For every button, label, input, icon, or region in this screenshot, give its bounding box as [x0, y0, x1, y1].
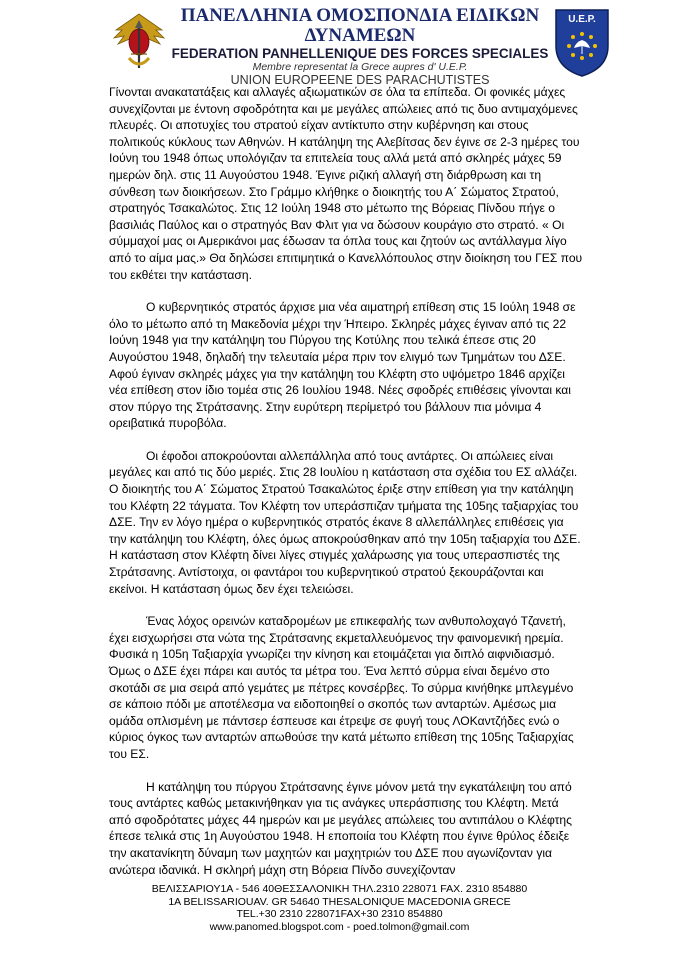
footer-phone-fax: TEL.+30 2310 228071FAX+30 2310 854880	[236, 908, 443, 920]
uep-shield-logo	[552, 6, 612, 78]
paragraph-2: Ο κυβερνητικός στρατός άρχισε μια νέα αιματηρή επίθεση στις 15 Ιούλη 1948 σε όλο το μέτωπο από τη Μακεδονία μέχρι την Ήπειρο. Σκληρές μάχες έγιναν από τις 22 Ιούνη 1948 για την κατάληψη του Πύργου της Κοτύλης που τελικά έπεσε στις 20 Αυγούστου 1948, δηλαδή την τελευταία μέρα πριν τον ελιγμό των Τμημάτων του ΔΣΕ. Αφού έγιναν σκληρές μάχες για την κατάληψη του Κλέφτη στο υψόμετρο 1846 αρχίζει νέα επίθεση στον ίδιο τομέα στις 26 Ιουλίου 1948. Νέες σφοδρές επιθέσεις γίνονται και στον πύργο της Στράτσανης. Στην ευρύτερη περίμετρό του βάλλουν πια μόνιμα 4 ορειβατικά πυροβόλα.	[109, 300, 576, 431]
organization-title-french: FEDERATION PANHELLENIQUE DES FORCES SPECIALES	[171, 46, 549, 61]
uep-logo-label: U.E.P.	[568, 14, 596, 25]
footer-address-greek: ΒΕΛΙΣΣΑΡΙΟΥ1Α - 546 40ΘΕΣΣΑΛΟΝΙΚΗ ΤΗΛ.2310 228071 FAX. 2310 854880	[151, 883, 528, 895]
letterhead-footer	[0, 883, 679, 933]
membership-line: Membre representat la Grece aupres d' U.E.P.	[252, 61, 468, 73]
paragraph-4: Ένας λόχος ορεινών καταδρομέων με επικεφαλής των ανθυπολοχαγό Τζανετή, έχει εισχωρήσει στα νώτα της Στράτσανης εκμεταλλευόμενος την φαινομενική ηρεμία. Φυσικά η 105η Ταξιαρχία γνωρίζει την κίνηση και ετοιμάζεται για διπλό αιφνιδιασμό. Όμως ο ΔΣΕ έχει πάρει και αυτός τα μέτρα του. Ένα λεπτό σύρμα είναι δεμένο στο σκοτάδι σε μια σειρά από γεμάτες με πέτρες κονσέρβες. Το σύρμα κινήθηκε μπλεγμένο σε κάποιο πόδι με αποτέλεσμα να ειδοποιηθεί ο σκοπός των ανταρτών. Αμέσως μια ομάδα οπλισμένη με πάντσερ έσπευσε και έτρεψε σε φυγή τους ΛΟΚαντζήδες ενώ ο κύριος όγκος των ανταρτών απωθούσε την κατά μέτωπο επίθεση της 105ης Ταξιαρχίας του ΕΣ.	[109, 614, 574, 761]
special-forces-emblem-icon	[112, 8, 166, 72]
letterhead	[0, 0, 679, 87]
footer-address-french: 1Α BELISSARIOUAV. GR 54640 THESALONIQUE MACEDONIA GRECE	[168, 895, 511, 908]
organization-title-greek: ΠΑΝΕΛΛΗΝΙΑ ΟΜΟΣΠΟΝΔΙΑ ΕΙΔΙΚΩΝ ΔΥΝΑΜΕΩΝ	[180, 5, 540, 46]
footer-web-email: www.panomed.blogspot.com - poed.tolmon@gmail.com	[209, 920, 470, 933]
paragraph-5: Η κατάληψη του πύργου Στράτσανης έγινε μόνον μετά την εγκατάλειψη του από τους αντάρτες καθώς μετακινήθηκαν για τις ανάγκες υπεράσπισης του Κλέφτη. Μετά από σφοδρότατες μάχες 44 ημερών και με μεγάλες απώλειες του αντιπάλου ο Κλέφτης έπεσε τελικά στις 1η Αυγούστου 1948. Η εποποιία του Κλέφτη που έγινε θρύλος έδειξε την ακατανίκητη δύναμη των μαχητών και μαχητριών του ΔΣΕ που αγωνίζονταν για ανώτερα ιδανικά. Η σκληρή μάχη στη Βόρεια Πίνδο συνεχίζονταν	[109, 779, 572, 877]
union-line: UNION EUROPEENE DES PARACHUTISTES	[230, 73, 490, 87]
document-body	[109, 84, 584, 894]
paragraph-1: Γίνονται ανακατατάξεις και αλλαγές αξιωματικών σε όλα τα επίπεδα. Οι φονικές μάχες συνεχίζονται με έντονη σφοδρότητα και με μεγάλες απώλειες από τις δυο αντιμαχόμενες πλευρές. Οι αποτυχίες του στρατού είχαν αντίκτυπο στην κυβέρνηση και στους πολιτικούς κύκλους των Αθηνών. Η κατάληψη της Αλεβίτσας δεν έγινε σε 2-3 ημέρες του Ιούνη του 1948 όπως υπολόγιζαν τα επιτελεία τους αλλά μετά από σκληρές μάχες 59 ημερών δηλ. στις 11 Αυγούστου 1948. Έγινε ριζική αλλαγή στη διάρθρωση και τη σύνθεση των διοικήσεων. Στο Γράμμο κλήθηκε ο διοικητής του Α΄ Σώματος Στρατού, στρατηγός Τσακαλώτος. Στις 12 Ιούλη 1948 στο μέτωπο της Βόρειας Πίνδου πήγε ο βασιλιάς Παύλος και ο στρατηγός Βαν Φλιτ για να δώσουν κουράγιο στο στρατό. « Οι σύμμαχοί μας οι Αμερικάνοι μας έδωσαν τα όπλα τους και ζητούν ως αντάλλαγμα λίγο από το αίμα μας.» Θα δηλώσει επιτιμητικά ο Κανελλόπουλος στην διοίκηση του ΓΕΣ που του εκθέτει την κατάσταση.	[109, 85, 583, 282]
paragraph-3: Οι έφοδοι αποκρούονται αλλεπάλληλα από τους αντάρτες. Οι απώλειες είναι μεγάλες και από τις δύο μεριές. Στις 28 Ιουλίου η κατάσταση στα σχέδια του ΕΣ αλλάζει. Ο διοικητής του Α΄ Σώματος Στρατού Τσακαλώτος έριξε στην επίθεση για την κατάληψη του Κλέφτη 22 τάγματα. Τον Κλέφτη τον υπεράσπιζαν τμήματα της 105ης ταξιαρχίας του ΔΣΕ. Την εν λόγο ημέρα ο κυβερνητικός στρατός έκανε 8 αλλεπάλληλες επιθέσεις για την κατάληψη του Κλέφτη, όλες όμως αποκρούσθηκαν από την 105η ταξιαρχία του ΔΣΕ. Η κατάσταση στον Κλέφτη δίνει λίγες στιγμές χαλάρωσης για τους υπερασπιστές της Στράτσανης. Αντίστοιχα, οι φαντάροι του κυβερνητικού στρατού ξεκουράζονται και εκείνοι. Η κατάσταση όμως δεν έχει τελειώσει.	[109, 448, 581, 596]
